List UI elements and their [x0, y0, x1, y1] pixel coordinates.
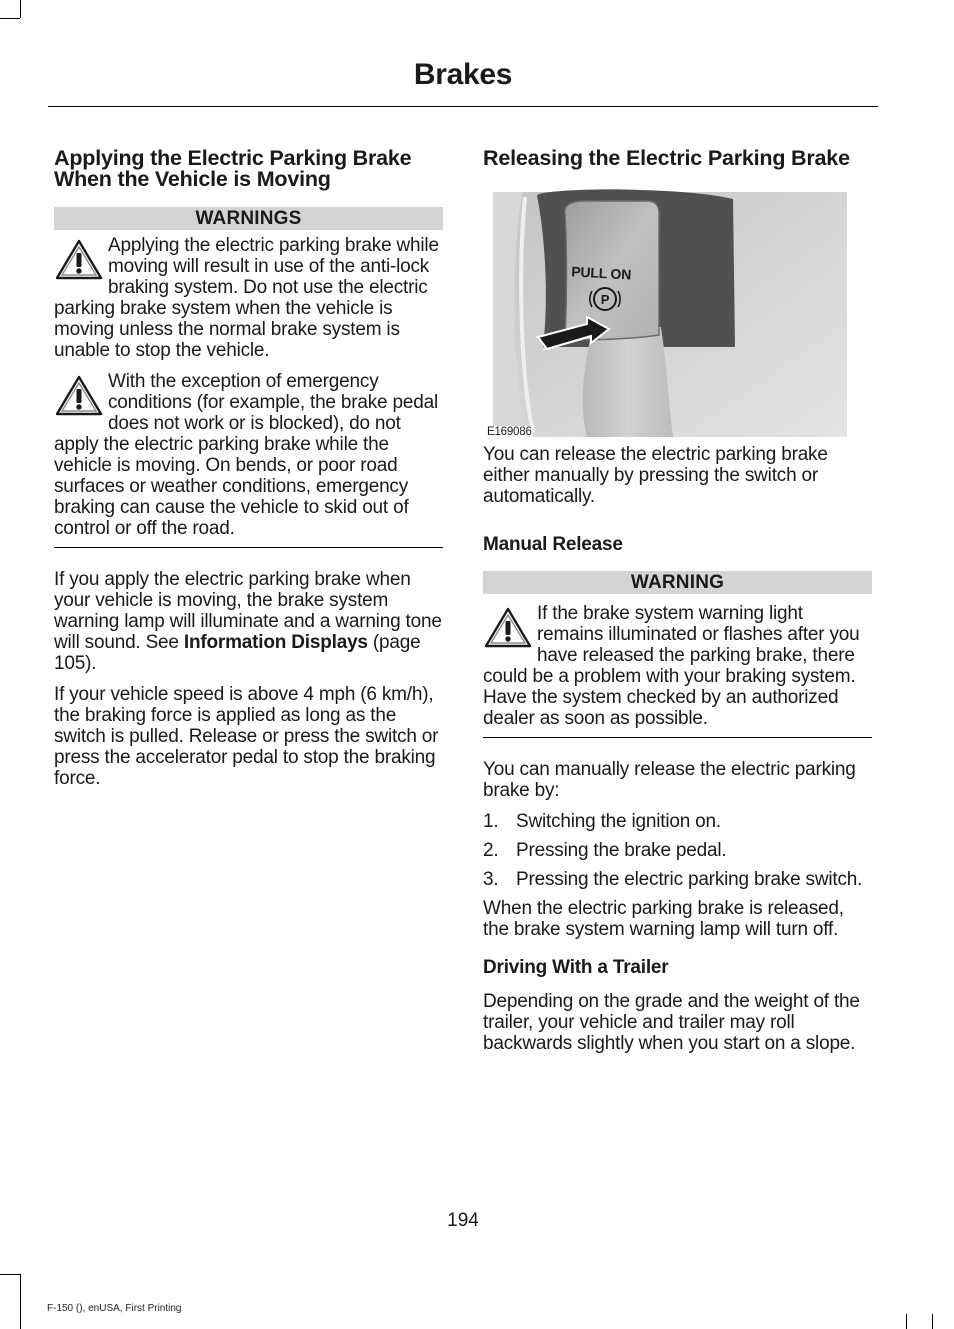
trailer-paragraph: Depending on the grade and the weight of the trailer, your vehicle and trailer may roll backwards slightly when you start on a slope. — [483, 991, 860, 1054]
crop-mark — [0, 1274, 20, 1275]
apply-moving-paragraph — [54, 569, 443, 674]
pull-on-label: PULL ON — [570, 263, 632, 283]
warning-item — [54, 235, 443, 361]
left-column — [54, 148, 443, 789]
warning-triangle-icon — [483, 606, 533, 650]
warning-text: Applying the electric parking brake while moving will result in use of the anti-lock braking system. Do not use the electric parking brake system when the vehicle is moving unless the normal brake system is unable to stop the vehicle. — [54, 235, 439, 361]
page-title: Brakes — [413, 58, 513, 91]
trailer-heading: Driving With a Trailer — [483, 957, 669, 978]
section-heading-releasing: Releasing the Electric Parking Brake — [483, 146, 850, 170]
step-number: 1. — [483, 811, 499, 832]
warning-item — [483, 603, 872, 729]
warning-header: WARNING — [483, 571, 872, 594]
right-column — [483, 148, 872, 1054]
park-symbol: P — [600, 292, 610, 307]
page-reference: (page 105). — [54, 632, 421, 674]
parking-brake-switch-figure — [483, 187, 872, 439]
footer-text: F-150 (), enUSA, First Printing — [47, 1303, 182, 1314]
crop-mark — [0, 18, 20, 19]
page-number: 194 — [447, 1210, 479, 1231]
step-number: 3. — [483, 869, 499, 890]
speed-paragraph: If your vehicle speed is above 4 mph (6 km/h), the braking force is applied as long as the switch is pulled. Release or press the switch or press the accelerator pedal to stop the braking force. — [54, 684, 439, 789]
released-paragraph: When the electric parking brake is released, the brake system warning lamp will turn off. — [483, 898, 844, 940]
crop-mark — [20, 1274, 21, 1329]
manual-release-intro: You can manually release the electric parking brake by: — [483, 759, 856, 801]
step-text: Pressing the brake pedal. — [516, 840, 727, 861]
figure-id: E169086 — [487, 426, 532, 438]
manual-release-heading: Manual Release — [483, 534, 623, 555]
warnings-header: WARNINGS — [54, 207, 443, 230]
parking-brake-switch-illustration — [483, 187, 872, 439]
warning-triangle-icon — [54, 374, 104, 418]
list-item — [483, 869, 872, 890]
step-number: 2. — [483, 840, 499, 861]
crop-mark — [20, 0, 21, 18]
warning-text: If the brake system warning light remains illuminated or flashes after you have released the parking brake, there could be a problem with your braking system. Have the system checked by an authorized dealer as soon as possible. — [483, 603, 860, 729]
list-item — [483, 840, 872, 861]
step-text: Pressing the electric parking brake switch. — [516, 869, 863, 890]
warning-divider — [483, 737, 872, 738]
release-intro: You can release the electric parking brake either manually by pressing the switch or automatically. — [483, 444, 828, 507]
section-heading-applying: Applying the Electric Parking Brake When the Vehicle is Moving — [54, 146, 412, 191]
warnings-divider — [54, 547, 443, 548]
release-steps-list — [483, 811, 872, 890]
crop-mark — [906, 1314, 907, 1329]
crop-mark — [932, 1314, 933, 1329]
warning-item — [54, 371, 443, 539]
list-item — [483, 811, 872, 832]
apply-moving-text: If you apply the electric parking brake when your vehicle is moving, the brake system warning lamp will illuminate and a warning tone will sound. See — [54, 569, 442, 653]
warning-triangle-icon — [54, 238, 104, 282]
title-divider — [48, 106, 878, 107]
information-displays-link[interactable]: Information Displays — [183, 632, 368, 653]
warning-text: With the exception of emergency conditions (for example, the brake pedal does not work or is blocked), do not apply the electric parking brake while the vehicle is moving. On bends, or poor road surfaces or weather conditions, emergency braking can cause the vehicle to skid out of control or off the road. — [54, 371, 438, 539]
step-text: Switching the ignition on. — [516, 811, 721, 832]
